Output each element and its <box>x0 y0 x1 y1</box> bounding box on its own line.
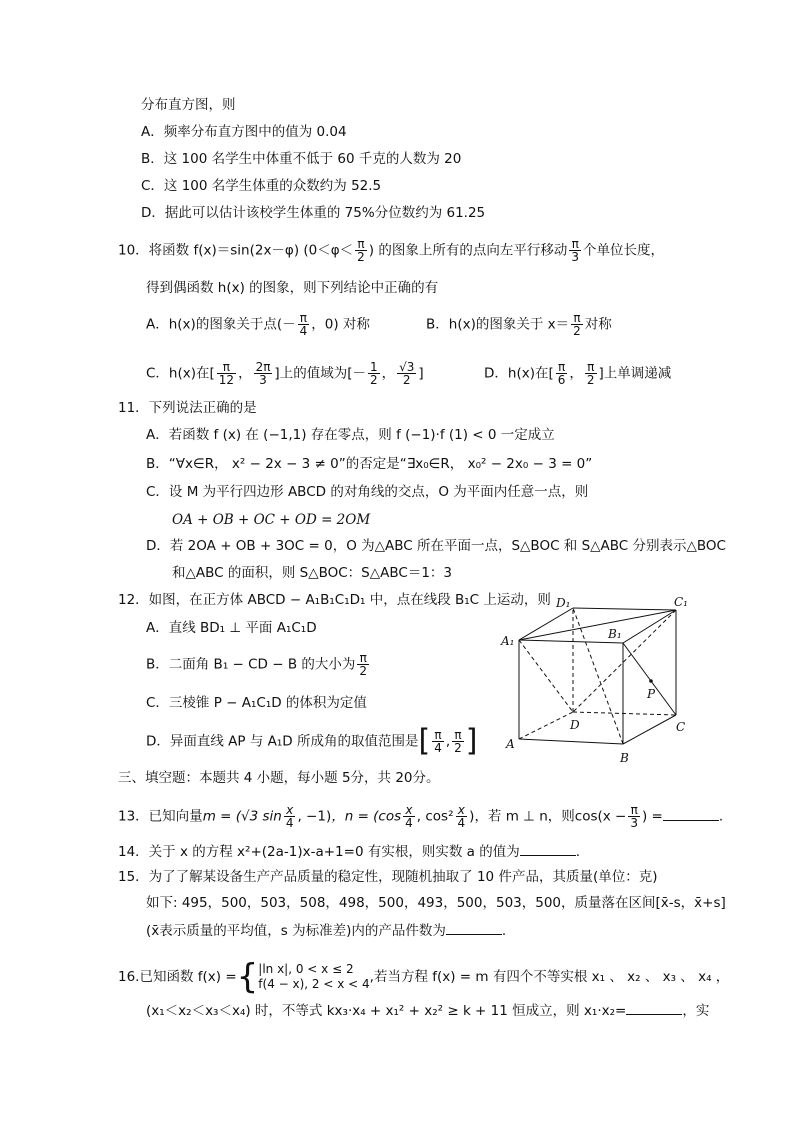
frac-pi-6 <box>556 361 568 386</box>
frac-num: π <box>628 804 640 817</box>
q9-option-b: B．这 100 名学生中体重不低于 60 千克的人数为 20 <box>141 151 462 167</box>
q13-m-a: m = (√3 sin <box>202 808 282 825</box>
frac-den: 4 <box>299 324 308 338</box>
piecewise-def <box>258 962 369 992</box>
frac-den: 3 <box>259 373 267 387</box>
frac-num: √3 <box>399 360 415 374</box>
frac-den: 2 <box>454 741 462 755</box>
q10-option-b <box>426 312 612 337</box>
label-B: B <box>620 751 629 765</box>
frac-x-4 <box>456 804 468 829</box>
q13-end: . <box>718 808 724 825</box>
q11-option-a: A．若函数 f (x) 在 (−1,1) 存在零点，则 f (−1)·f (1) < 0 一定成立 <box>146 427 555 443</box>
frac-num: 1 <box>369 360 378 374</box>
frac-pi-2 <box>355 238 367 263</box>
edge-C1-D1 <box>573 608 676 610</box>
frac-den: 4 <box>405 816 413 830</box>
q10-d-sep: ， <box>569 365 583 382</box>
q10-line2: 得到偶函数 h(x) 的图象，则下列结论中正确的有 <box>146 280 439 296</box>
left-brace: { <box>236 957 259 997</box>
q10-stem-c: 个单位长度， <box>583 242 664 259</box>
label-A1: A₁ <box>501 634 515 648</box>
right-bracket: ] <box>465 723 478 759</box>
q11-option-d-line2: 和△ABC 的面积，则 S△BOC：S△ABC＝1：3 <box>172 565 452 581</box>
q12-option-c: C．三棱锥 P − A₁C₁D 的体积为定值 <box>146 695 367 711</box>
q16-lead: 16.已知函数 f(x) = <box>118 969 237 985</box>
q15-line3 <box>146 920 506 940</box>
frac-den: 3 <box>571 250 579 264</box>
frac-den: 2 <box>357 250 365 264</box>
frac-pi-2 <box>452 729 464 754</box>
edge-A-B <box>519 739 623 744</box>
section-3-heading: 三、填空题：本题共 4 小题，每小题 5分，共 20分。 <box>118 770 440 786</box>
q13-n-c: ) <box>469 808 475 825</box>
q16-tail: ，实 <box>682 1003 710 1019</box>
piece-2: f(4 − x), 2 < x < 4 <box>258 977 370 991</box>
frac-num: x <box>284 804 296 817</box>
q10-a-text2: ，0) 对称 <box>311 316 370 333</box>
frac-pi-4 <box>298 312 310 337</box>
q14-answer-blank[interactable] <box>520 841 576 856</box>
frac-den: 2 <box>573 324 581 338</box>
comma: , <box>445 733 451 750</box>
label-A: A <box>506 737 515 751</box>
frac-2pi-3 <box>254 361 273 386</box>
edge-B-C <box>623 715 676 744</box>
frac-pi-12 <box>217 361 236 386</box>
frac-pi-4 <box>432 729 444 754</box>
q10-option-d <box>484 361 671 386</box>
frac-num: π <box>357 652 369 665</box>
q13-m-b: , −1) <box>297 808 332 825</box>
edge-A-D <box>519 712 573 739</box>
frac-den: 4 <box>285 816 294 830</box>
frac-den: 2 <box>586 373 595 387</box>
point-P <box>649 679 653 683</box>
frac-num: 2π <box>255 360 271 374</box>
q10-stem <box>118 238 664 263</box>
frac-num: π <box>585 361 597 374</box>
q12-option-b <box>146 652 371 677</box>
q13-answer-blank[interactable] <box>663 806 719 821</box>
q10-option-a <box>146 312 370 337</box>
frac-den: 3 <box>630 816 638 830</box>
frac-num: π <box>569 238 581 251</box>
label-D1: D₁ <box>556 596 571 610</box>
q10-a-text: A．h(x)的图象关于点(－ <box>146 316 296 333</box>
q16-line2 <box>146 1000 709 1020</box>
q11-option-b: B．“∀x∈R， x² − 2x − 3 ≠ 0”的否定是“∃x₀∈R， x₀² − 2x₀ − 3 = 0” <box>146 456 593 472</box>
q10-c-text: C．h(x)在[ <box>146 365 215 382</box>
q10-c-text2: ]上的值域为[－ <box>274 365 366 382</box>
q10-b-text: B．h(x)的图象关于 x＝ <box>426 316 570 333</box>
frac-den: 2 <box>402 373 411 387</box>
q10-d-text2: ]上单调递减 <box>598 365 672 382</box>
q9-option-a: A．频率分布直方图中的值为 0.04 <box>141 124 347 140</box>
frac-num: π <box>571 312 583 325</box>
frac-num: π <box>452 729 464 742</box>
q15-answer-blank[interactable] <box>446 920 502 935</box>
q16-answer-blank[interactable] <box>626 1000 682 1015</box>
q16-cond: (x₁＜x₂＜x₃＜x₄) 时，不等式 kx₃·x₄ + x₁² + x₂² ≥ k + 11 恒成立，则 x₁·x₂= <box>146 1003 627 1019</box>
q10-c-sep2: ， <box>381 365 396 382</box>
q13-lead: 13．已知向量 <box>118 808 203 825</box>
frac-num: π <box>298 312 310 325</box>
q14-end: . <box>575 844 580 860</box>
piece-1: |ln x|, 0 < x ≤ 2 <box>258 962 354 976</box>
q13-cos-a: cos(x − <box>574 808 627 825</box>
q9-option-c: C．这 100 名学生体重的众数约为 52.5 <box>141 178 382 194</box>
q13-cond: ，若 m ⊥ n，则 <box>474 808 575 825</box>
frac-den: 2 <box>369 373 378 387</box>
frac-pi-2 <box>571 312 583 337</box>
q14-text: 14．关于 x 的方程 x²+(2a-1)x-a+1=0 有实根，则实数 a 的值为 <box>118 844 520 860</box>
diag-C1-D <box>573 610 676 712</box>
frac-pi-2 <box>585 361 597 386</box>
q12-b-text: B．二面角 B₁ − CD − B 的大小为 <box>146 656 356 673</box>
q12-d-text: D．异面直线 AP 与 A₁D 所成角的取值范围是 <box>146 733 419 750</box>
frac-num: π <box>355 238 367 251</box>
frac-num: x <box>456 804 468 817</box>
frac-pi-3 <box>628 804 640 829</box>
frac-num: x <box>403 804 415 817</box>
frac-1-2 <box>368 361 380 386</box>
q13 <box>118 804 723 829</box>
frac-num: π <box>217 361 236 374</box>
q13-n-b: , cos² <box>416 808 454 825</box>
diag-A1-D <box>519 640 573 712</box>
q15-line2: 如下: 495，500，503，508，498，500，493，500，503，500，质量落在区间[x̄-s，x̄+s] <box>146 895 726 911</box>
q13-cos-b: ) = <box>642 808 663 825</box>
q10-c-sep: ， <box>238 365 252 382</box>
q12-option-a: A．直线 BD₁ ⊥ 平面 A₁C₁D <box>146 620 317 636</box>
q16-rest: ,若当方程 f(x) = m 有四个不等实根 x₁ 、 x₂ 、 x₃ 、 x₄ ， <box>369 969 730 985</box>
q10-b-text2: 对称 <box>584 316 612 333</box>
frac-den: 4 <box>434 741 442 755</box>
frac-den: 6 <box>557 373 566 387</box>
label-C1: C₁ <box>674 595 688 609</box>
frac-den: 12 <box>218 373 235 387</box>
label-D: D <box>570 718 580 732</box>
label-C: C <box>676 720 686 734</box>
q11-option-d-line1: D．若 2OA + OB + 3OC = 0，O 为△ABC 所在平面一点，S△BOC 和 S△ABC 分别表示△BOC <box>146 538 726 554</box>
q10-c-end: ] <box>418 365 424 382</box>
frac-pi-2 <box>357 652 369 677</box>
seg-B1-C <box>623 643 676 715</box>
q13-n-a: ，n = (cos <box>331 808 402 825</box>
q14 <box>118 841 580 861</box>
q15-line1: 15．为了了解某设备生产产品质量的稳定性，现随机抽取了 10 件产品，其质量(单位：克) <box>118 869 658 885</box>
frac-num: π <box>556 361 568 374</box>
left-bracket: [ <box>418 723 431 759</box>
q12-stem: 12．如图，在正方体 ABCD − A₁B₁C₁D₁ 中，点在线段 B₁C 上运动，则 <box>118 592 551 608</box>
q10-option-c <box>146 361 424 386</box>
frac-den: 2 <box>359 664 368 678</box>
q12-option-d <box>146 723 478 759</box>
frac-x-4 <box>284 804 296 829</box>
label-B1: B₁ <box>608 627 622 641</box>
q10-stem-b: ) 的图象上所有的点向左平行移动 <box>368 242 568 259</box>
label-P: P <box>647 687 656 701</box>
q15-text: (x̄表示质量的平均值，s 为标准差)内的产品件数为 <box>146 923 446 939</box>
frac-den: 4 <box>457 816 466 830</box>
q9-intro: 分布直方图，则 <box>141 97 236 113</box>
q10-stem-a: 10．将函数 f(x)＝sin(2x－φ) (0＜φ＜ <box>118 242 354 259</box>
edge-D-C <box>573 712 676 715</box>
frac-x-4 <box>403 804 415 829</box>
q11-stem: 11．下列说法正确的是 <box>118 400 257 416</box>
frac-num: π <box>432 729 444 742</box>
q11-option-c-line2: OA + OB + OC + OD = 2OM <box>172 512 371 528</box>
q16-line1 <box>118 957 730 997</box>
q11-option-c-line1: C．设 M 为平行四边形 ABCD 的对角线的交点，O 为平面内任意一点，则 <box>146 484 589 500</box>
frac-pi-3 <box>569 238 581 263</box>
q10-d-text: D．h(x)在[ <box>484 365 554 382</box>
q9-option-d: D．据此可以估计该校学生体重的 75%分位数约为 61.25 <box>141 205 486 221</box>
q15-end: . <box>501 923 507 939</box>
frac-sqrt3-2 <box>397 361 416 386</box>
cube-figure <box>496 594 706 769</box>
